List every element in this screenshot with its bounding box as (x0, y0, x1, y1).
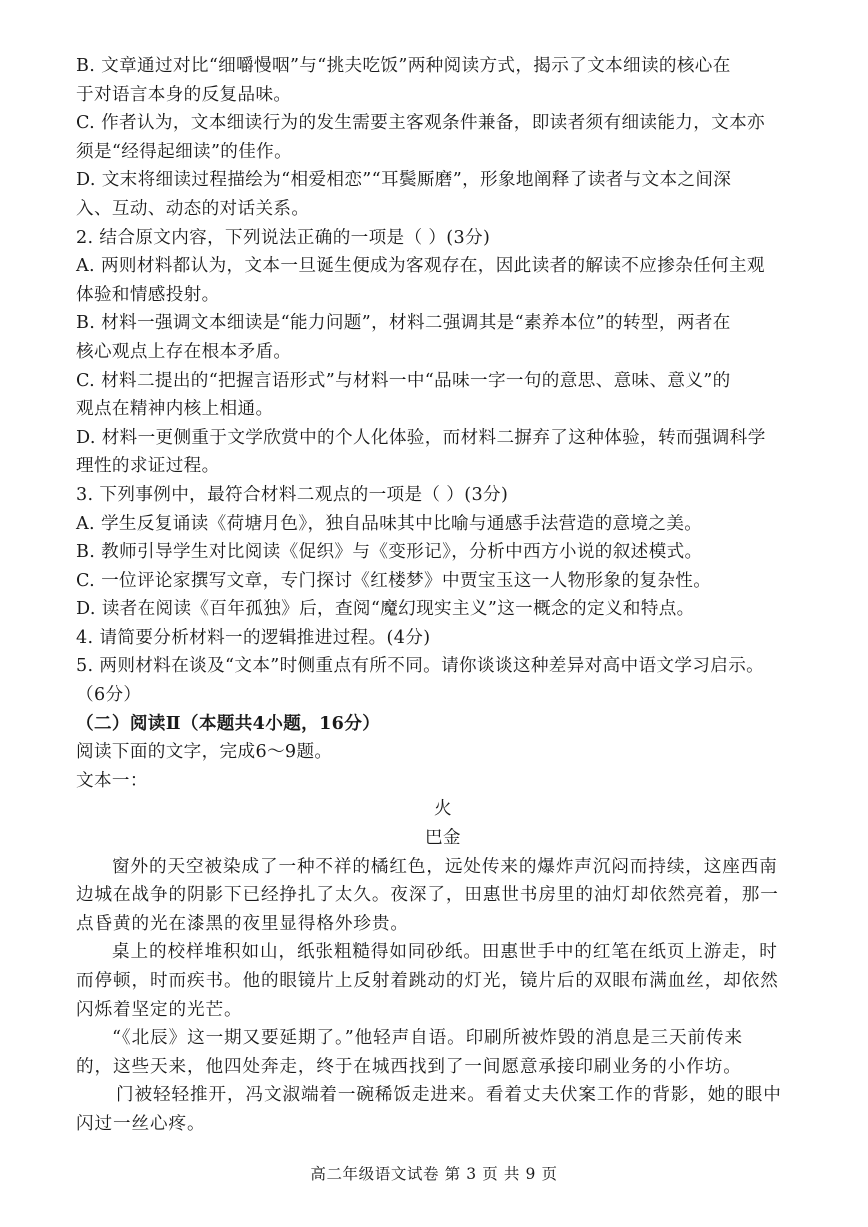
text-line: A. 两则材料都认为，文本一旦诞生便成为客观存在，因此读者的解读不应掺杂任何主观 (76, 256, 765, 277)
story-line: 边城在战争的阴影下已经挣扎了太久。夜深了，田惠世书房里的油灯却依然亮着，那一 (76, 885, 779, 906)
text-line: 于对语言本身的反复品味。 (76, 84, 292, 105)
text-line: 入、互动、动态的对话关系。 (76, 198, 310, 219)
question-stem: 5. 两则材料在谈及“文本”时侧重点有所不同。请你谈谈这种差异对高中语文学习启示。 (76, 656, 765, 677)
story-title: 火 (434, 799, 452, 820)
story-line: 门被轻轻推开，冯文淑端着一碗稀饭走进来。看着丈夫伏案工作的背影，她的眼中 (116, 1085, 782, 1106)
story-line: “《北辰》这一期又要延期了。”他轻声自语。印刷所被炸毁的消息是三天前传来 (112, 1028, 743, 1049)
reading-section (76, 710, 810, 853)
story-line: 闪过一丝心疼。 (76, 1113, 206, 1134)
story-line: 的，这些天来，他四处奔走，终于在城西找到了一间愿意承接印刷业务的小作坊。 (76, 1056, 742, 1077)
question-stem: 3. 下列事例中，最符合材料二观点的一项是（ ）(3分) (76, 484, 509, 505)
story-line: 而停顿，时而疾书。他的眼镜片上反射着跳动的灯光，镜片后的双眼布满血丝，却依然 (76, 971, 779, 991)
text-line: B. 教师引导学生对比阅读《促织》与《变形记》，分析中西方小说的叙述模式。 (76, 542, 703, 563)
text-line: B. 文章通过对比“细嚼慢咽”与“挑夫吃饭”两种阅读方式，揭示了文本细读的核心在 (76, 56, 731, 76)
text-line: D. 文末将细读过程描绘为“相爱相恋”“耳鬓厮磨”，形象地阐释了读者与文本之间深 (76, 170, 732, 191)
text-line: C. 作者认为，文本细读行为的发生需要主客观条件兼备，即读者须有细读能力，文本亦 (76, 113, 765, 134)
question-stem: 2. 结合原文内容，下列说法正确的一项是（ ）(3分) (76, 227, 491, 248)
text-line: 观点在精神内核上相通。 (76, 399, 274, 420)
text-line: A. 学生反复诵读《荷塘月色》，独自品味其中比喻与通感手法营造的意境之美。 (76, 513, 703, 534)
text-line: 须是“经得起细读”的佳作。 (76, 141, 293, 162)
text-line: C. 一位评论家撰写文章，专门探讨《红楼梦》中贾宝玉这一人物形象的复杂性。 (76, 570, 712, 591)
section-instruction: 阅读下面的文字，完成6～9题。 (76, 742, 333, 763)
text-line: 体验和情感投射。 (76, 284, 220, 305)
text-label: 文本一： (76, 770, 148, 791)
text-line: D. 读者在阅读《百年孤独》后，查阅“魔幻现实主义”这一概念的定义和特点。 (76, 599, 695, 620)
story-line: 点昏黄的光在漆黑的夜里显得格外珍贵。 (76, 913, 409, 934)
story-body (76, 853, 810, 1139)
text-line: 理性的求证过程。 (76, 456, 220, 477)
text-line: C. 材料二提出的“把握言语形式”与材料一中“品味一字一句的意思、意味、意义”的 (76, 370, 731, 391)
story-line: 桌上的校样堆积如山，纸张粗糙得如同砂纸。田惠世手中的红笔在纸页上游走，时 (112, 942, 778, 963)
story-line: 闪烁着坚定的光芒。 (76, 999, 243, 1020)
question-stem: 4. 请简要分析材料一的逻辑推进过程。(4分) (76, 627, 431, 648)
story-line: 窗外的天空被染成了一种不祥的橘红色，远处传来的爆炸声沉闷而持续，这座西南 (112, 856, 778, 877)
text-line: （6分） (76, 685, 142, 706)
question-options (76, 52, 810, 710)
section-heading: （二）阅读Ⅱ（本题共4小题，16分） (76, 712, 381, 734)
text-line: 核心观点上存在根本矛盾。 (76, 341, 292, 362)
text-line: D. 材料一更侧重于文学欣赏中的个人化体验，而材料二摒弃了这种体验，转而强调科学 (76, 427, 766, 448)
text-line: B. 材料一强调文本细读是“能力问题”，材料二强调其是“素养本位”的转型，两者在 (76, 313, 731, 334)
story-author: 巴金 (425, 828, 461, 849)
page-footer: 高二年级语文试卷 第 3 页 共 9 页 (310, 1165, 558, 1183)
